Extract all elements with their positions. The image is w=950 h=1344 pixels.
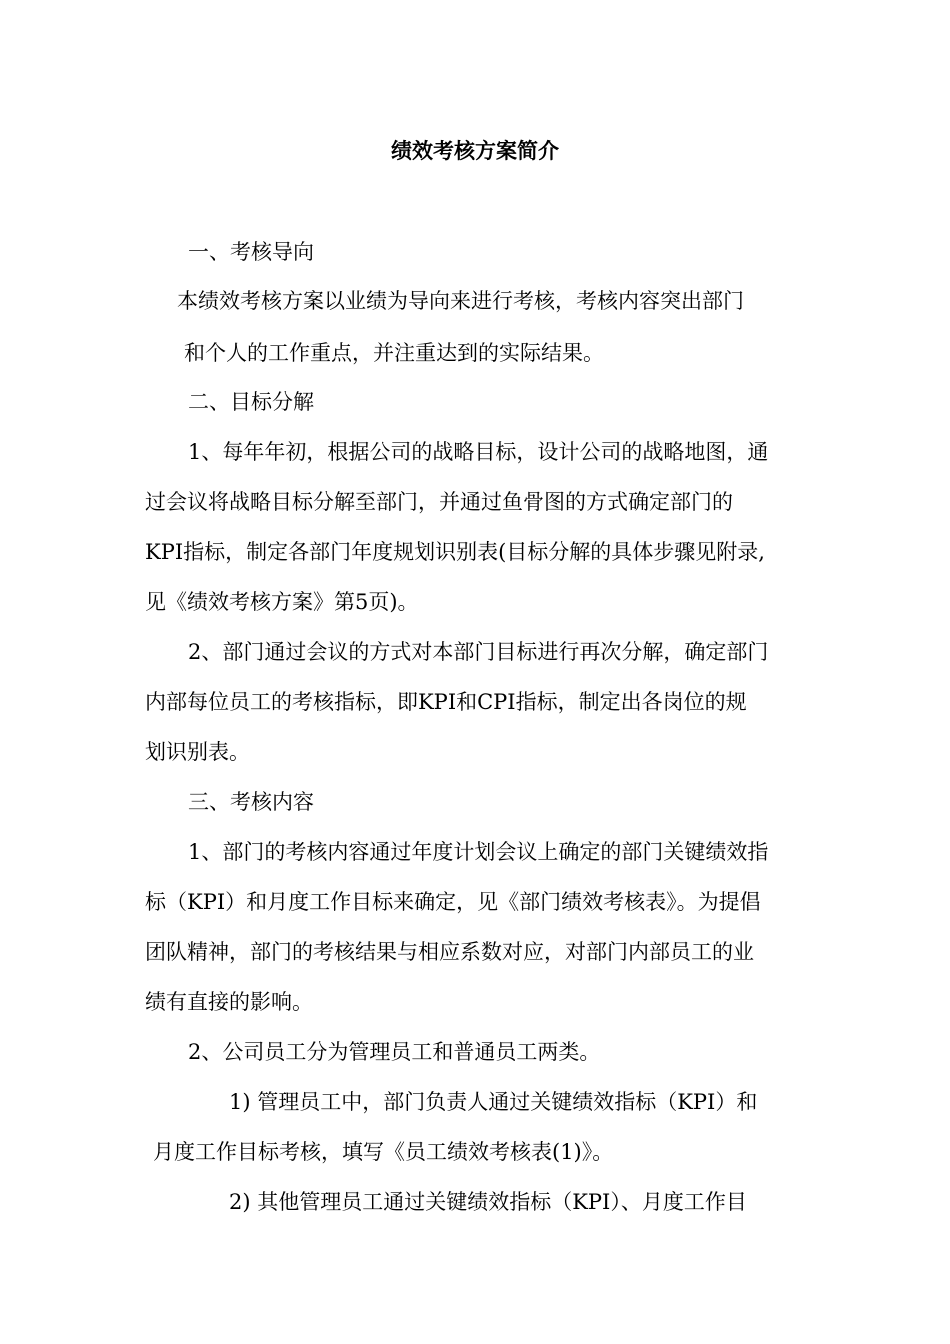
paragraph-line: 和个人的工作重点，并注重达到的实际结果。 — [184, 341, 604, 365]
list-item: 2) 其他管理员工通过关键绩效指标（KPI）、月度工作目 — [229, 1190, 747, 1214]
paragraph-line: 2、部门通过会议的方式对本部门目标进行再次分解，确定部门 — [188, 640, 769, 664]
section-heading-goal-breakdown: 二、目标分解 — [188, 390, 314, 414]
paragraph-line: 月度工作目标考核，填写《员工绩效考核表(1)》。 — [153, 1140, 614, 1164]
paragraph-line: 本绩效考核方案以业绩为导向来进行考核，考核内容突出部门 — [177, 289, 744, 313]
paragraph-line: 2、公司员工分为管理员工和普通员工两类。 — [188, 1040, 601, 1064]
section-heading-assessment-content: 三、考核内容 — [188, 790, 314, 814]
paragraph-line: 内部每位员工的考核指标，即KPI和CPI指标，制定出各岗位的规 — [145, 690, 747, 714]
paragraph-line: KPI指标，制定各部门年度规划识别表(目标分解的具体步骤见附录, — [145, 540, 765, 564]
paragraph-line: 绩有直接的影响。 — [145, 990, 313, 1014]
paragraph-line: 划识别表。 — [145, 740, 250, 764]
paragraph-line: 团队精神，部门的考核结果与相应系数对应，对部门内部员工的业 — [145, 940, 754, 964]
section-heading-orientation: 一、考核导向 — [188, 240, 314, 264]
paragraph-line: 见《绩效考核方案》第5页)。 — [145, 590, 419, 614]
paragraph-line: 1、每年年初，根据公司的战略目标，设计公司的战略地图，通 — [188, 440, 769, 464]
paragraph-line: 1、部门的考核内容通过年度计划会议上确定的部门关键绩效指 — [188, 840, 769, 864]
paragraph-line: 标（KPI）和月度工作目标来确定，见《部门绩效考核表》。为提倡 — [145, 890, 761, 914]
list-item: 1) 管理员工中，部门负责人通过关键绩效指标（KPI）和 — [229, 1090, 758, 1114]
paragraph-line: 过会议将战略目标分解至部门，并通过鱼骨图的方式确定部门的 — [145, 490, 733, 514]
document-title: 绩效考核方案简介 — [391, 139, 559, 163]
